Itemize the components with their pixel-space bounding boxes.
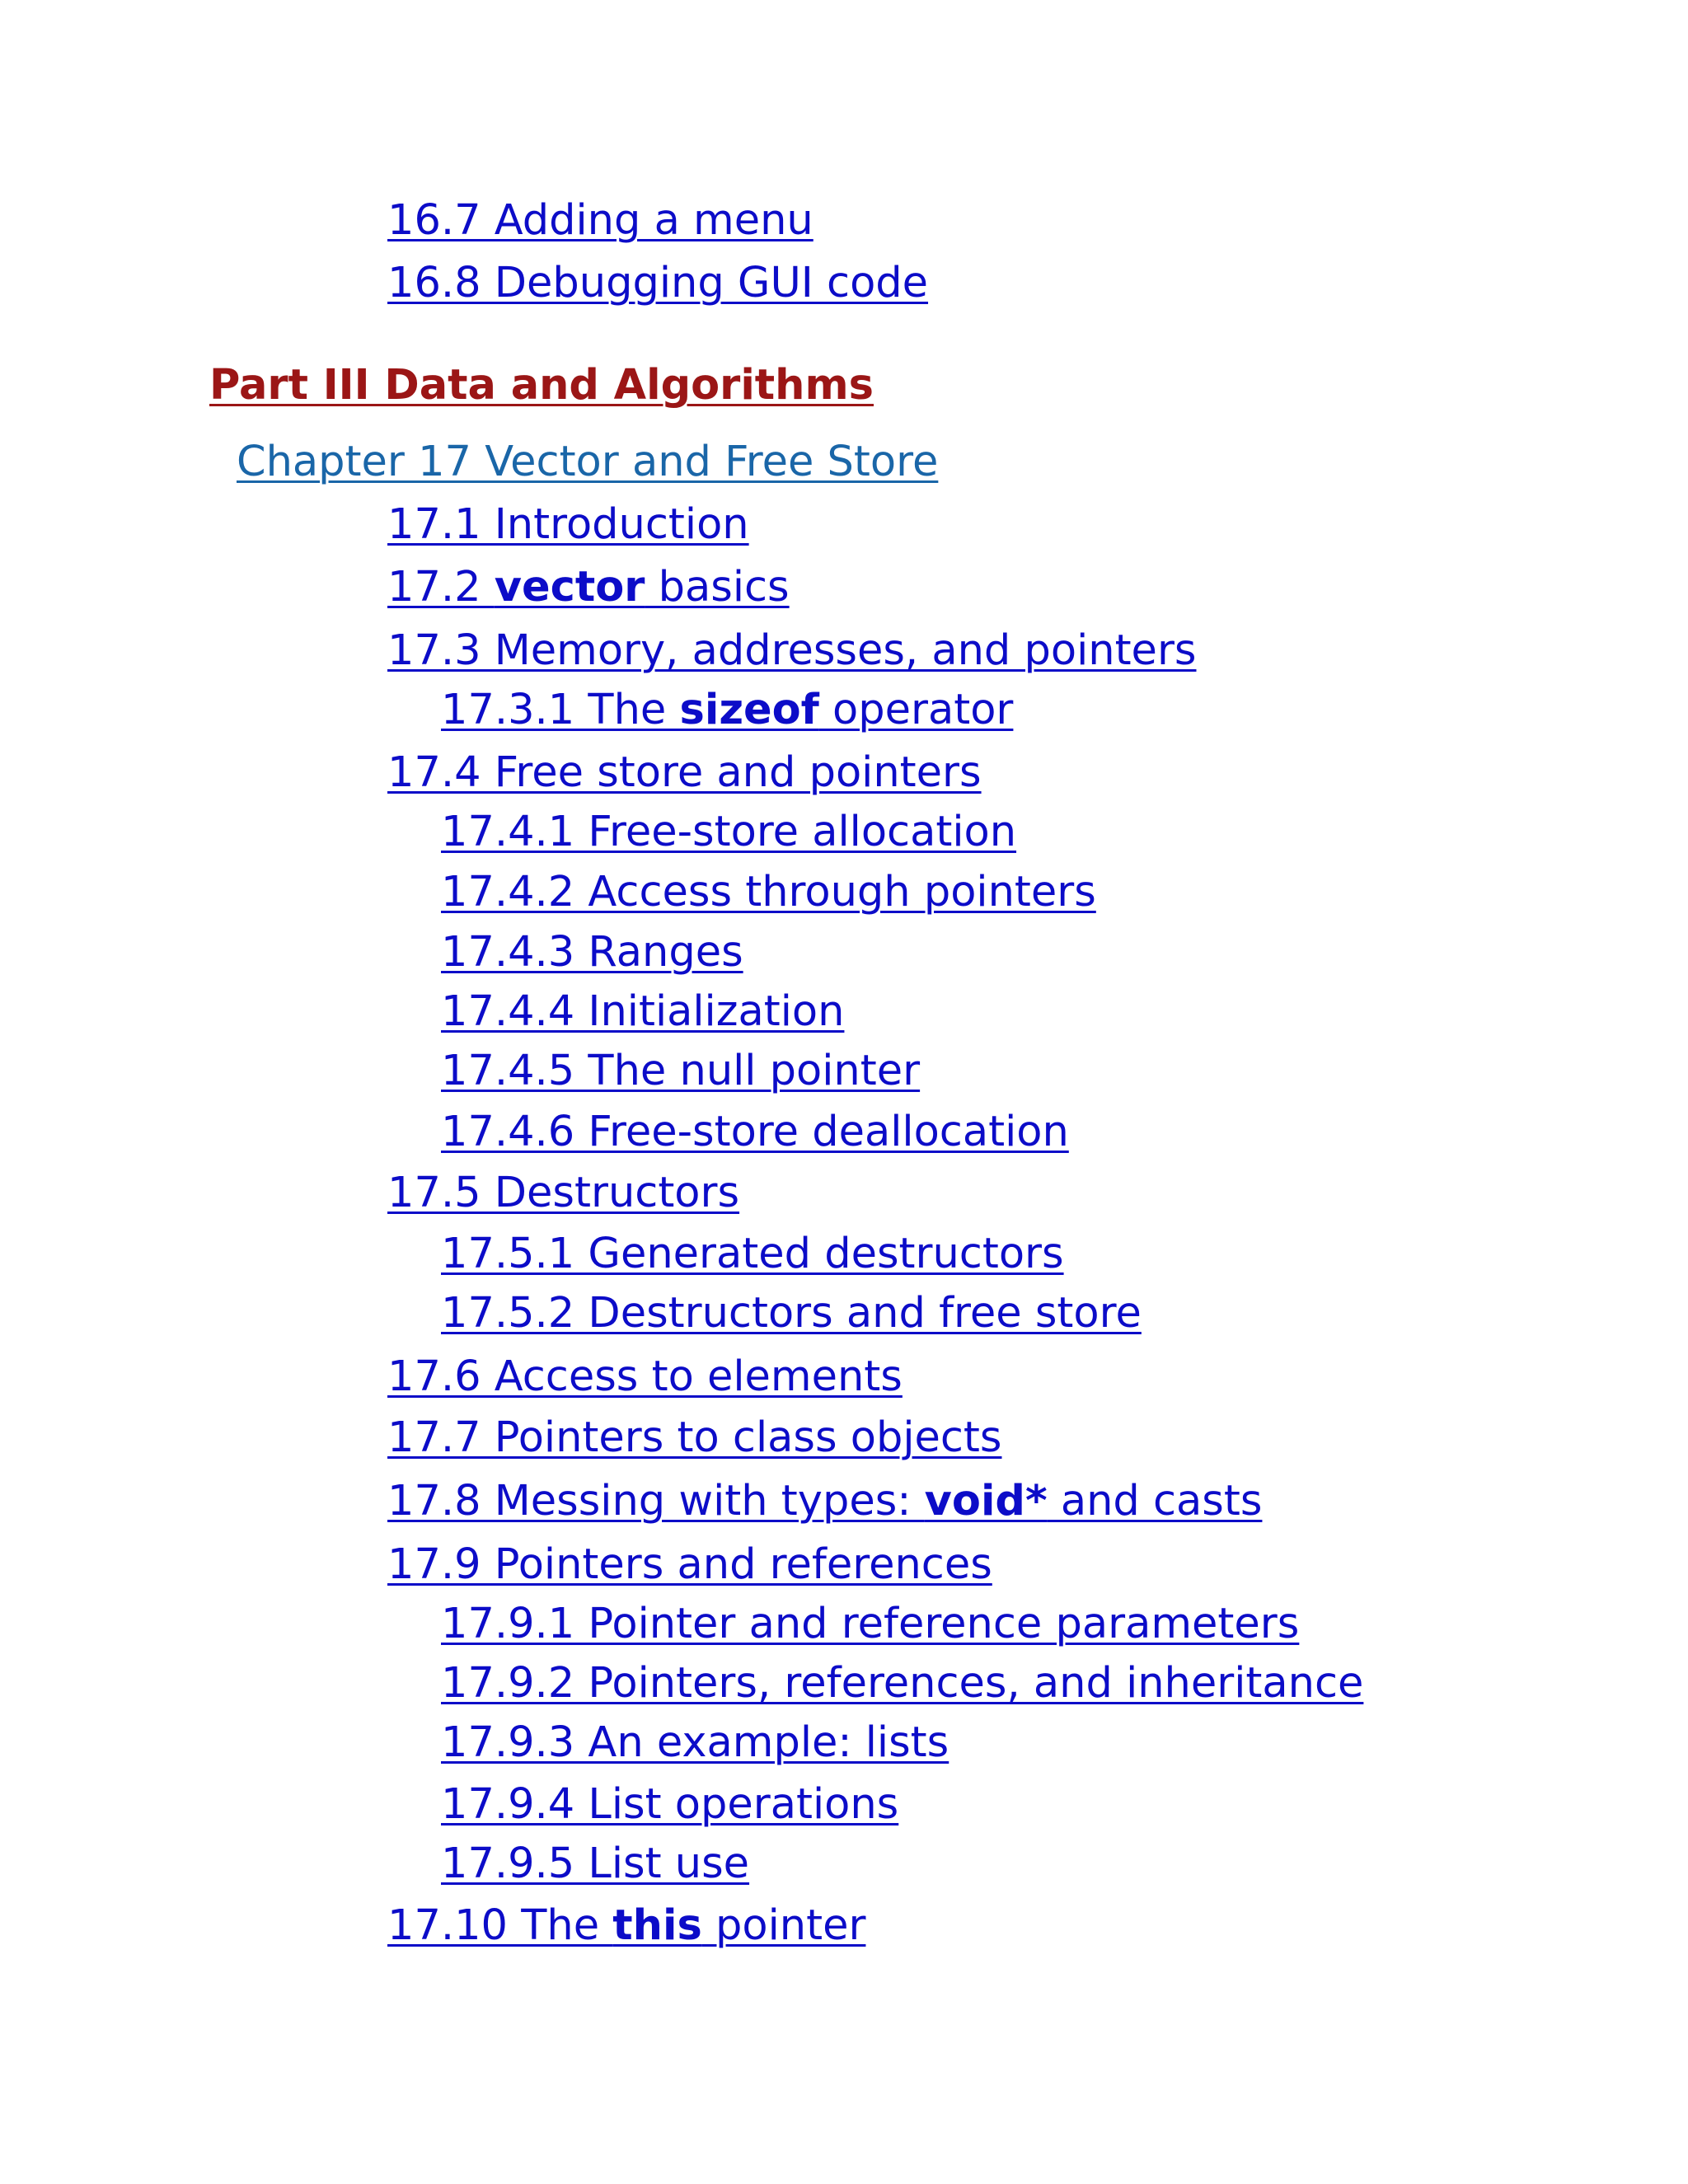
toc-link-17-4-4[interactable]: 17.4.4 Initialization [441, 987, 845, 1036]
toc-link-17-3[interactable]: 17.3 Memory, addresses, and pointers [387, 626, 1197, 675]
toc-link-text: basics [645, 563, 790, 612]
code-term: void* [924, 1477, 1048, 1526]
toc-link-text: 17.8 Messing with types: [387, 1477, 925, 1526]
toc-link-17-4-6[interactable]: 17.4.6 Free-store deallocation [441, 1108, 1069, 1156]
toc-link-17-1[interactable]: 17.1 Introduction [387, 500, 749, 549]
toc-link-17-3-1[interactable] [441, 686, 1013, 735]
code-term: vector [494, 563, 645, 612]
toc-link-17-9-5[interactable]: 17.9.5 List use [441, 1840, 750, 1888]
toc-part-iii[interactable]: Part III Data and Algorithms [209, 361, 874, 410]
toc-link-17-5-2[interactable]: 17.5.2 Destructors and free store [441, 1289, 1142, 1338]
toc-link-17-4-2[interactable]: 17.4.2 Access through pointers [441, 868, 1096, 916]
toc-link-17-5[interactable]: 17.5 Destructors [387, 1169, 740, 1217]
toc-link-17-7[interactable]: 17.7 Pointers to class objects [387, 1413, 1002, 1462]
toc-chapter-17[interactable]: Chapter 17 Vector and Free Store [237, 438, 939, 486]
toc-link-17-9-1[interactable]: 17.9.1 Pointer and reference parameters [441, 1600, 1300, 1648]
toc-link-text: 17.2 [387, 563, 495, 612]
toc-link-17-9[interactable]: 17.9 Pointers and references [387, 1540, 992, 1589]
toc-link-17-9-4[interactable]: 17.9.4 List operations [441, 1780, 899, 1829]
toc-link-17-6[interactable]: 17.6 Access to elements [387, 1352, 903, 1401]
toc-link-16-7[interactable]: 16.7 Adding a menu [387, 196, 814, 245]
toc-link-17-4-5[interactable]: 17.4.5 The null pointer [441, 1047, 921, 1095]
toc-link-text: pointer [701, 1901, 866, 1950]
toc-link-17-9-3[interactable]: 17.9.3 An example: lists [441, 1718, 950, 1767]
toc-link-text: 17.3.1 The [441, 686, 680, 734]
toc-link-text: 17.10 The [387, 1901, 613, 1950]
toc-link-17-5-1[interactable]: 17.5.1 Generated destructors [441, 1230, 1064, 1278]
toc-link-text: and casts [1047, 1477, 1263, 1526]
code-term: sizeof [679, 686, 819, 734]
toc-link-17-4[interactable]: 17.4 Free store and pointers [387, 748, 982, 797]
toc-link-17-8[interactable] [387, 1477, 1262, 1526]
toc-link-16-8[interactable]: 16.8 Debugging GUI code [387, 259, 929, 307]
toc-link-text: operator [818, 686, 1014, 734]
code-term: this [612, 1901, 702, 1950]
toc-link-17-2[interactable] [387, 563, 790, 612]
toc-link-17-10[interactable] [387, 1901, 865, 1951]
toc-link-17-4-3[interactable]: 17.4.3 Ranges [441, 928, 743, 977]
toc-link-17-4-1[interactable]: 17.4.1 Free-store allocation [441, 808, 1017, 856]
toc-link-17-9-2[interactable]: 17.9.2 Pointers, references, and inheritance [441, 1659, 1364, 1708]
